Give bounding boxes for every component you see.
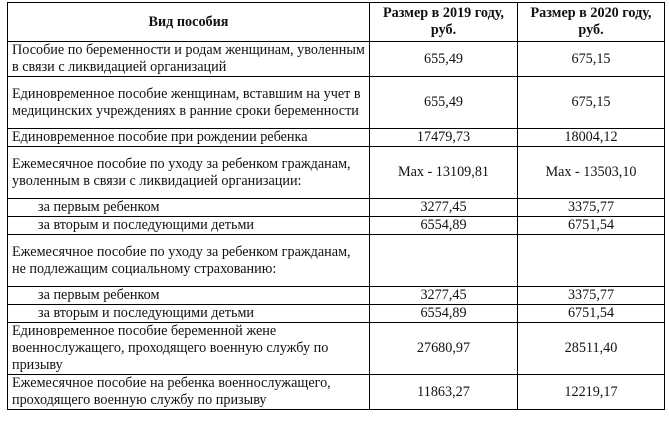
benefit-label: за вторым и последующими детьми <box>8 305 370 323</box>
header-2020: Размер в 2020 году, руб. <box>518 3 665 42</box>
table-row <box>8 77 665 129</box>
value-2019: 11863,27 <box>370 375 518 410</box>
benefit-label: Единовременное пособие беременной жене военнослужащего, проходящего военную службу по призыву <box>8 323 370 375</box>
table-row <box>8 147 665 199</box>
value-2020 <box>518 235 665 287</box>
table-row <box>8 235 665 287</box>
value-2019: 6554,89 <box>370 305 518 323</box>
table-row <box>8 305 665 323</box>
value-2020: Max - 13503,10 <box>518 147 665 199</box>
value-2019: 17479,73 <box>370 129 518 147</box>
value-2019: 3277,45 <box>370 199 518 217</box>
table-header-row <box>8 3 665 42</box>
table-row <box>8 199 665 217</box>
value-2020: 6751,54 <box>518 217 665 235</box>
benefit-label: за первым ребенком <box>8 287 370 305</box>
value-2019: 655,49 <box>370 77 518 129</box>
table-row <box>8 287 665 305</box>
value-2020: 675,15 <box>518 42 665 77</box>
value-2020: 12219,17 <box>518 375 665 410</box>
table-row <box>8 375 665 410</box>
value-2020: 28511,40 <box>518 323 665 375</box>
value-2020: 18004,12 <box>518 129 665 147</box>
benefit-label: за вторым и последующими детьми <box>8 217 370 235</box>
benefit-label: Ежемесячное пособие по уходу за ребенком гражданам, не подлежащим социальному страхованию: <box>8 235 370 287</box>
benefit-label: Единовременное пособие женщинам, вставшим на учет в медицинских учреждениях в ранние сроки беременности <box>8 77 370 129</box>
benefit-label: за первым ребенком <box>8 199 370 217</box>
header-benefit-type: Вид пособия <box>8 3 370 42</box>
value-2019 <box>370 235 518 287</box>
value-2020: 675,15 <box>518 77 665 129</box>
value-2019: Max - 13109,81 <box>370 147 518 199</box>
value-2019: 27680,97 <box>370 323 518 375</box>
table-row <box>8 129 665 147</box>
benefit-label: Ежемесячное пособие по уходу за ребенком гражданам, уволенным в связи с ликвидацией организации: <box>8 147 370 199</box>
table-row <box>8 42 665 77</box>
benefits-table <box>7 2 665 410</box>
value-2020: 3375,77 <box>518 199 665 217</box>
value-2020: 3375,77 <box>518 287 665 305</box>
header-2019: Размер в 2019 году, руб. <box>370 3 518 42</box>
value-2019: 655,49 <box>370 42 518 77</box>
value-2019: 6554,89 <box>370 217 518 235</box>
table-row <box>8 323 665 375</box>
benefit-label: Ежемесячное пособие на ребенка военнослужащего, проходящего военную службу по призыву <box>8 375 370 410</box>
benefit-label: Единовременное пособие при рождении ребенка <box>8 129 370 147</box>
benefit-label: Пособие по беременности и родам женщинам, уволенным в связи с ликвидацией организаций <box>8 42 370 77</box>
value-2019: 3277,45 <box>370 287 518 305</box>
value-2020: 6751,54 <box>518 305 665 323</box>
table-row <box>8 217 665 235</box>
